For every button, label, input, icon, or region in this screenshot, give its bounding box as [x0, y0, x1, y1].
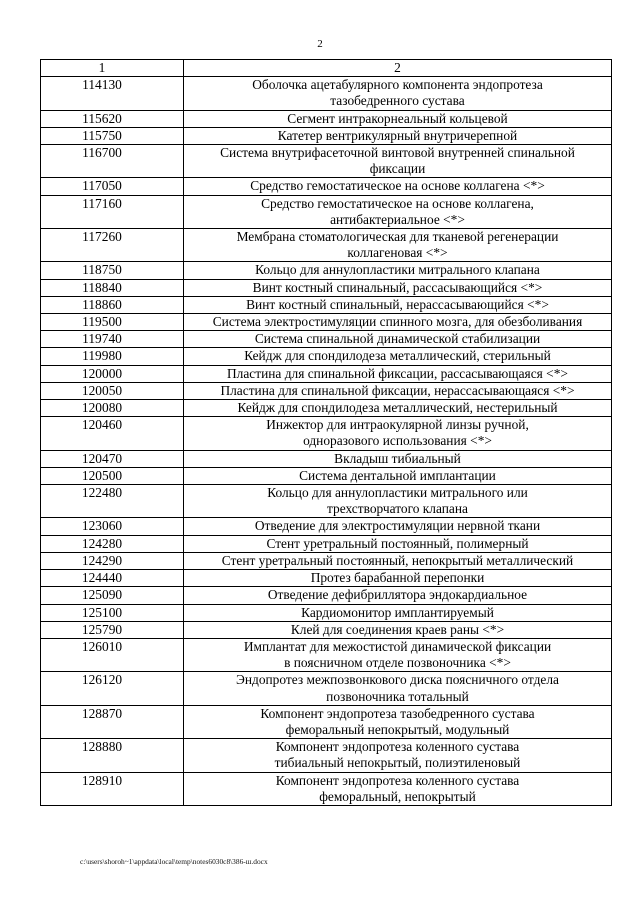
- table-row: [41, 518, 612, 535]
- column-header-code: 1: [41, 60, 184, 77]
- table-row: [41, 604, 612, 621]
- device-code-cell: 119740: [41, 331, 184, 348]
- table-row: [41, 587, 612, 604]
- device-name-cell: [184, 127, 612, 144]
- device-code-cell: 125790: [41, 621, 184, 638]
- table-row: [41, 348, 612, 365]
- device-code-cell: 126010: [41, 638, 184, 671]
- device-name-cell: [184, 772, 612, 805]
- device-code-cell: 124290: [41, 552, 184, 569]
- table-row: [41, 739, 612, 772]
- table-row: [41, 145, 612, 178]
- device-name-line: Средство гемостатическое на основе коллагена,: [261, 195, 534, 211]
- device-name-cell: [184, 314, 612, 331]
- device-name-line: Стент уретральный постоянный, полимерный: [266, 535, 529, 551]
- device-code-cell: 117050: [41, 178, 184, 195]
- device-name-cell: [184, 638, 612, 671]
- device-name-cell: [184, 467, 612, 484]
- device-code-cell: 119980: [41, 348, 184, 365]
- device-code-cell: 115750: [41, 127, 184, 144]
- table-row: [41, 400, 612, 417]
- device-code-cell: 128880: [41, 739, 184, 772]
- device-name-line: Инжектор для интраокулярной линзы ручной,: [266, 417, 529, 433]
- device-name-line: одноразового использования <*>: [303, 433, 492, 449]
- device-code-cell: 120460: [41, 417, 184, 450]
- device-name-line: Протез барабанной перепонки: [310, 570, 485, 586]
- table-row: [41, 467, 612, 484]
- device-code-cell: 128870: [41, 705, 184, 738]
- device-name-cell: [184, 604, 612, 621]
- device-name-line: Стент уретральный постоянный, непокрытый металлический: [221, 552, 574, 568]
- device-name-cell: [184, 672, 612, 705]
- device-name-cell: [184, 331, 612, 348]
- device-code-cell: 119500: [41, 314, 184, 331]
- device-name-line: коллагеновая <*>: [347, 245, 448, 261]
- device-name-line: Кейдж для спондилодеза металлический, стерильный: [244, 348, 551, 364]
- device-name-cell: [184, 178, 612, 195]
- table-row: [41, 110, 612, 127]
- table-row: [41, 127, 612, 144]
- device-name-line: тибиальный непокрытый, полиэтиленовый: [274, 755, 521, 771]
- device-name-cell: [184, 621, 612, 638]
- device-code-cell: 124280: [41, 535, 184, 552]
- table-row: [41, 279, 612, 296]
- device-name-line: фиксации: [369, 161, 426, 177]
- device-name-line: Система спинальной динамической стабилизации: [254, 331, 541, 347]
- device-name-line: в поясничном отделе позвоночника <*>: [284, 655, 511, 671]
- device-name-line: Винт костный спинальный, рассасывающийся <*>: [252, 279, 543, 295]
- device-name-line: феморальный, непокрытый: [319, 788, 476, 804]
- table-row: [41, 195, 612, 228]
- device-code-cell: 120080: [41, 400, 184, 417]
- table-row: [41, 229, 612, 262]
- table-row: [41, 638, 612, 671]
- table-row: [41, 296, 612, 313]
- device-name-cell: [184, 535, 612, 552]
- device-code-cell: 118860: [41, 296, 184, 313]
- device-name-line: Компонент эндопротеза коленного сустава: [275, 772, 520, 788]
- device-name-cell: [184, 400, 612, 417]
- device-name-cell: [184, 279, 612, 296]
- table-row: [41, 417, 612, 450]
- device-name-line: Пластина для спинальной фиксации, нерассасывающаяся <*>: [220, 382, 575, 398]
- device-name-cell: [184, 145, 612, 178]
- device-name-cell: [184, 77, 612, 110]
- device-name-line: Система внутрифасеточной винтовой внутренней спинальной: [220, 145, 575, 161]
- table-row: [41, 772, 612, 805]
- table-row: [41, 485, 612, 518]
- device-name-cell: [184, 348, 612, 365]
- device-name-cell: [184, 110, 612, 127]
- device-name-line: Система электростимуляции спинного мозга, для обезболивания: [212, 314, 583, 330]
- device-name-line: Кольцо для аннулопластики митрального или: [267, 485, 528, 501]
- table-row: [41, 262, 612, 279]
- device-name-cell: [184, 552, 612, 569]
- device-code-cell: 117160: [41, 195, 184, 228]
- device-name-line: Имплантат для межостистой динамической фиксации: [243, 638, 552, 654]
- device-code-cell: 120470: [41, 450, 184, 467]
- device-name-cell: [184, 587, 612, 604]
- device-name-line: Отведение для электростимуляции нервной ткани: [254, 518, 541, 534]
- device-name-line: Катетер вентрикулярный внутричерепной: [277, 127, 518, 143]
- device-code-cell: 123060: [41, 518, 184, 535]
- table-row: [41, 331, 612, 348]
- device-code-cell: 125090: [41, 587, 184, 604]
- device-code-cell: 118840: [41, 279, 184, 296]
- device-name-cell: [184, 262, 612, 279]
- table-row: [41, 535, 612, 552]
- device-name-cell: [184, 417, 612, 450]
- table-row: [41, 552, 612, 569]
- device-name-cell: [184, 382, 612, 399]
- device-code-cell: 126120: [41, 672, 184, 705]
- table-row: [41, 77, 612, 110]
- device-code-cell: 116700: [41, 145, 184, 178]
- device-code-cell: 125100: [41, 604, 184, 621]
- device-name-line: Винт костный спинальный, нерассасывающийся <*>: [246, 296, 549, 312]
- device-name-line: Эндопротез межпозвонкового диска поясничного отдела: [236, 672, 559, 688]
- device-code-cell: 128910: [41, 772, 184, 805]
- device-name-line: Мембрана стоматологическая для тканевой регенерации: [236, 229, 559, 245]
- device-code-cell: 124440: [41, 570, 184, 587]
- device-name-cell: [184, 518, 612, 535]
- table-row: [41, 705, 612, 738]
- table-row: [41, 365, 612, 382]
- table-row: [41, 450, 612, 467]
- device-name-cell: [184, 365, 612, 382]
- device-name-cell: [184, 195, 612, 228]
- table-header-row: [41, 60, 612, 77]
- device-name-line: Клей для соединения краев раны <*>: [290, 621, 505, 637]
- device-name-line: Кейдж для спондилодеза металлический, нестерильный: [237, 400, 558, 416]
- device-name-line: трехстворчатого клапана: [327, 501, 468, 517]
- device-name-cell: [184, 570, 612, 587]
- device-name-line: Система дентальной имплантации: [299, 467, 496, 483]
- device-name-cell: [184, 296, 612, 313]
- device-name-line: феморальный непокрытый, модульный: [285, 721, 510, 737]
- device-name-line: Вкладыш тибиальный: [334, 450, 461, 466]
- device-code-cell: 117260: [41, 229, 184, 262]
- device-code-cell: 115620: [41, 110, 184, 127]
- device-code-cell: 120050: [41, 382, 184, 399]
- table-row: [41, 382, 612, 399]
- device-name-cell: [184, 739, 612, 772]
- table-body: [41, 60, 612, 806]
- device-code-cell: 120500: [41, 467, 184, 484]
- table-row: [41, 672, 612, 705]
- device-name-cell: [184, 485, 612, 518]
- column-header-name: 2: [184, 60, 612, 77]
- table-row: [41, 621, 612, 638]
- device-name-cell: [184, 450, 612, 467]
- device-name-line: Оболочка ацетабулярного компонента эндопротеза: [252, 77, 543, 93]
- device-code-table: [40, 59, 612, 806]
- device-name-line: Сегмент интракорнеальный кольцевой: [287, 110, 508, 126]
- device-code-cell: 122480: [41, 485, 184, 518]
- device-name-line: Компонент эндопротеза коленного сустава: [275, 739, 520, 755]
- device-name-cell: [184, 705, 612, 738]
- device-code-cell: 114130: [41, 77, 184, 110]
- device-name-line: Средство гемостатическое на основе коллагена <*>: [250, 178, 545, 194]
- table-row: [41, 178, 612, 195]
- device-code-cell: 118750: [41, 262, 184, 279]
- device-name-line: Кардиомонитор имплантируемый: [301, 604, 494, 620]
- device-name-line: Отведение дефибриллятора эндокардиальное: [267, 587, 528, 603]
- table-row: [41, 570, 612, 587]
- device-name-line: Пластина для спинальной фиксации, рассасывающаяся <*>: [227, 365, 568, 381]
- device-name-line: позвоночника тотальный: [326, 688, 469, 704]
- page-number: 2: [317, 38, 323, 50]
- table-row: [41, 314, 612, 331]
- device-name-line: Компонент эндопротеза тазобедренного сустава: [260, 705, 535, 721]
- device-name-cell: [184, 229, 612, 262]
- document-file-path: c:\users\shoroh~1\appdata\local\temp\notes6030c8\386-ш.docx: [80, 857, 268, 866]
- device-name-line: Кольцо для аннулопластики митрального клапана: [255, 262, 540, 278]
- device-code-cell: 120000: [41, 365, 184, 382]
- device-name-line: тазобедренного сустава: [330, 93, 465, 109]
- device-name-line: антибактериальное <*>: [330, 211, 465, 227]
